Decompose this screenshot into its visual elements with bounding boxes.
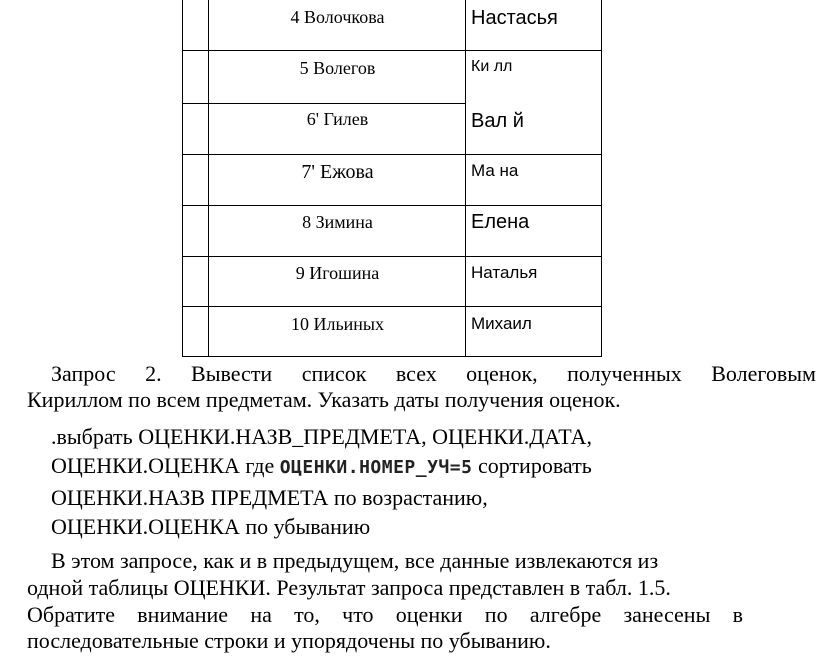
word: занесены xyxy=(623,602,711,627)
word: Запрос xyxy=(51,361,116,386)
word: внимание xyxy=(137,602,229,627)
table-cell-firstname: Вал й xyxy=(471,110,524,132)
word: алгебре xyxy=(529,602,602,627)
table-cell-firstname: Михаил xyxy=(471,314,532,333)
table-cell-firstname: Настасья xyxy=(471,7,558,29)
table-border-right xyxy=(601,0,602,357)
word: в xyxy=(732,602,743,627)
paragraph-line-2: одной таблицы ОЦЕНКИ. Результат запроса представлен в табл. 1.5. xyxy=(27,575,671,600)
table-cell-student: 4 Волочкова xyxy=(290,7,385,27)
code-condition: ОЦЕНКИ.НОМЕР_УЧ=5 xyxy=(279,457,473,478)
word: на xyxy=(250,602,272,627)
table-hline xyxy=(182,103,466,104)
table-hline xyxy=(182,306,602,307)
table-cell-student: 9 Игошина xyxy=(295,263,380,283)
table-cell-student: 7' Ежова xyxy=(301,161,374,183)
table-cell-student: 10 Ильиных xyxy=(290,314,385,334)
table-hline xyxy=(182,205,602,206)
word: Обратите xyxy=(27,602,116,627)
code-line-2 xyxy=(51,453,592,481)
code-line-2-start: ОЦЕНКИ.ОЦЕНКА где xyxy=(51,453,275,478)
paragraph-line-3 xyxy=(27,602,743,628)
word: полученных xyxy=(567,361,682,386)
word: список xyxy=(301,361,367,386)
table-cell-firstname: Ки лл xyxy=(471,58,513,75)
query-heading-line1 xyxy=(51,361,816,387)
word: по xyxy=(484,602,508,627)
table-border-col2 xyxy=(465,0,466,357)
word: то, xyxy=(294,602,320,627)
table-cell-firstname: Наталья xyxy=(471,263,538,282)
code-line-1: .выбрать ОЦЕНКИ.НАЗВ_ПРЕДМЕТА, ОЦЕНКИ.ДАТА, xyxy=(51,424,592,449)
table-hline xyxy=(182,154,602,155)
code-line-4: ОЦЕНКИ.ОЦЕНКА по убыванию xyxy=(51,514,371,539)
code-line-3: ОЦЕНКИ.НАЗВ ПРЕДМЕТА по возрастанию, xyxy=(51,485,488,510)
table-cell-firstname: Ма на xyxy=(471,161,519,180)
table-hline xyxy=(182,256,602,257)
table-cell-student: 6' Гилев xyxy=(306,109,369,129)
code-line-2-end: сортировать xyxy=(477,453,592,478)
paragraph-line-4: последовательные строки и упорядочены по убыванию. xyxy=(27,628,551,653)
word: оценки xyxy=(395,602,463,627)
word: оценок, xyxy=(466,361,538,386)
table-hline xyxy=(182,50,602,51)
table-cell-student: 5 Волегов xyxy=(299,58,376,78)
word: Вывести xyxy=(191,361,273,386)
word: Волеговым xyxy=(711,361,816,386)
table-border-col1 xyxy=(208,0,209,357)
word: всех xyxy=(395,361,437,386)
table-cell-firstname: Елена xyxy=(471,211,530,233)
word: что xyxy=(342,602,374,627)
table-border-left xyxy=(182,0,183,357)
query-heading-line2: Кириллом по всем предметам. Указать даты получения оценок. xyxy=(27,387,621,412)
paragraph-line-1: В этом запросе, как и в предыдущем, все данные извлекаются из xyxy=(51,548,659,573)
table-hline xyxy=(182,356,602,357)
word: 2. xyxy=(145,361,162,386)
table-cell-student: 8 Зимина xyxy=(302,212,373,232)
